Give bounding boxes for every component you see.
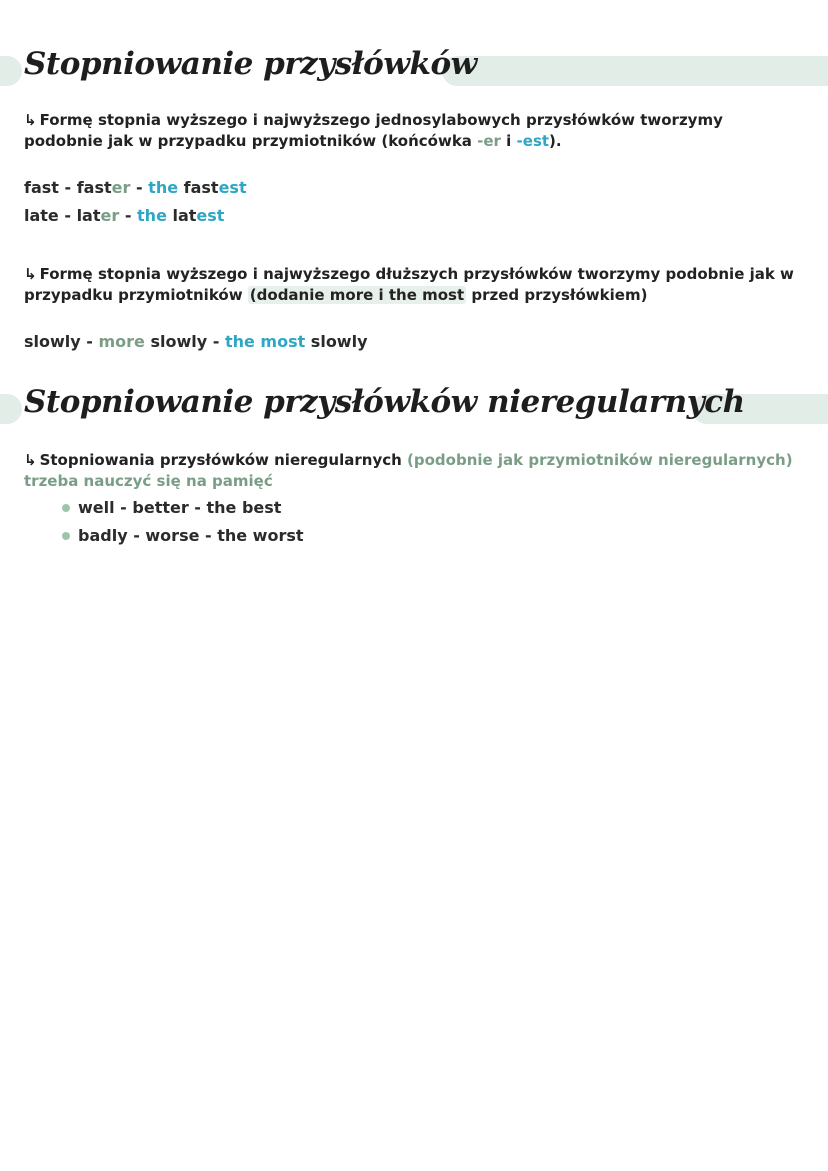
arrow-icon: ↳ — [24, 111, 37, 129]
heading-bar-left — [0, 56, 22, 86]
section1-intro: ↳ Formę stopnia wyższego i najwyższego jednosylabowych przysłówków tworzymy podobnie jak w przypadku przymiotników (końcówka -er i -est). — [24, 111, 723, 150]
example-late: late - later - the latest — [24, 206, 225, 225]
example-fast: fast - faster - the fastest — [24, 178, 247, 197]
section1-heading-block — [0, 46, 828, 92]
bullet-dot-icon — [62, 532, 70, 540]
section2-intro: ↳ Stopniowania przysłówków nieregularnych (podobnie jak przymiotników nieregularnych) trzeba nauczyć się na pamięć — [24, 451, 793, 490]
section2-title: Stopniowanie przysłówków nieregularnych — [24, 384, 745, 420]
section1-intro2: ↳ Formę stopnia wyższego i najwyższego dłuższych przysłówków tworzymy podobnie jak w przypadku przymiotników (dodanie more i the most przed przysłówkiem) — [24, 265, 794, 304]
arrow-icon: ↳ — [24, 265, 37, 283]
arrow-icon: ↳ — [24, 451, 37, 469]
bullet-dot-icon — [62, 504, 70, 512]
list-item: badly - worse - the worst — [62, 522, 304, 550]
heading-bar-right — [442, 56, 828, 86]
irregular-list — [62, 494, 304, 550]
example-slowly: slowly - more slowly - the most slowly — [24, 332, 368, 351]
section1-title: Stopniowanie przysłówków — [24, 46, 477, 82]
section2-heading-block — [0, 384, 828, 430]
heading-bar-left — [0, 394, 22, 424]
list-item: well - better - the best — [62, 494, 304, 522]
